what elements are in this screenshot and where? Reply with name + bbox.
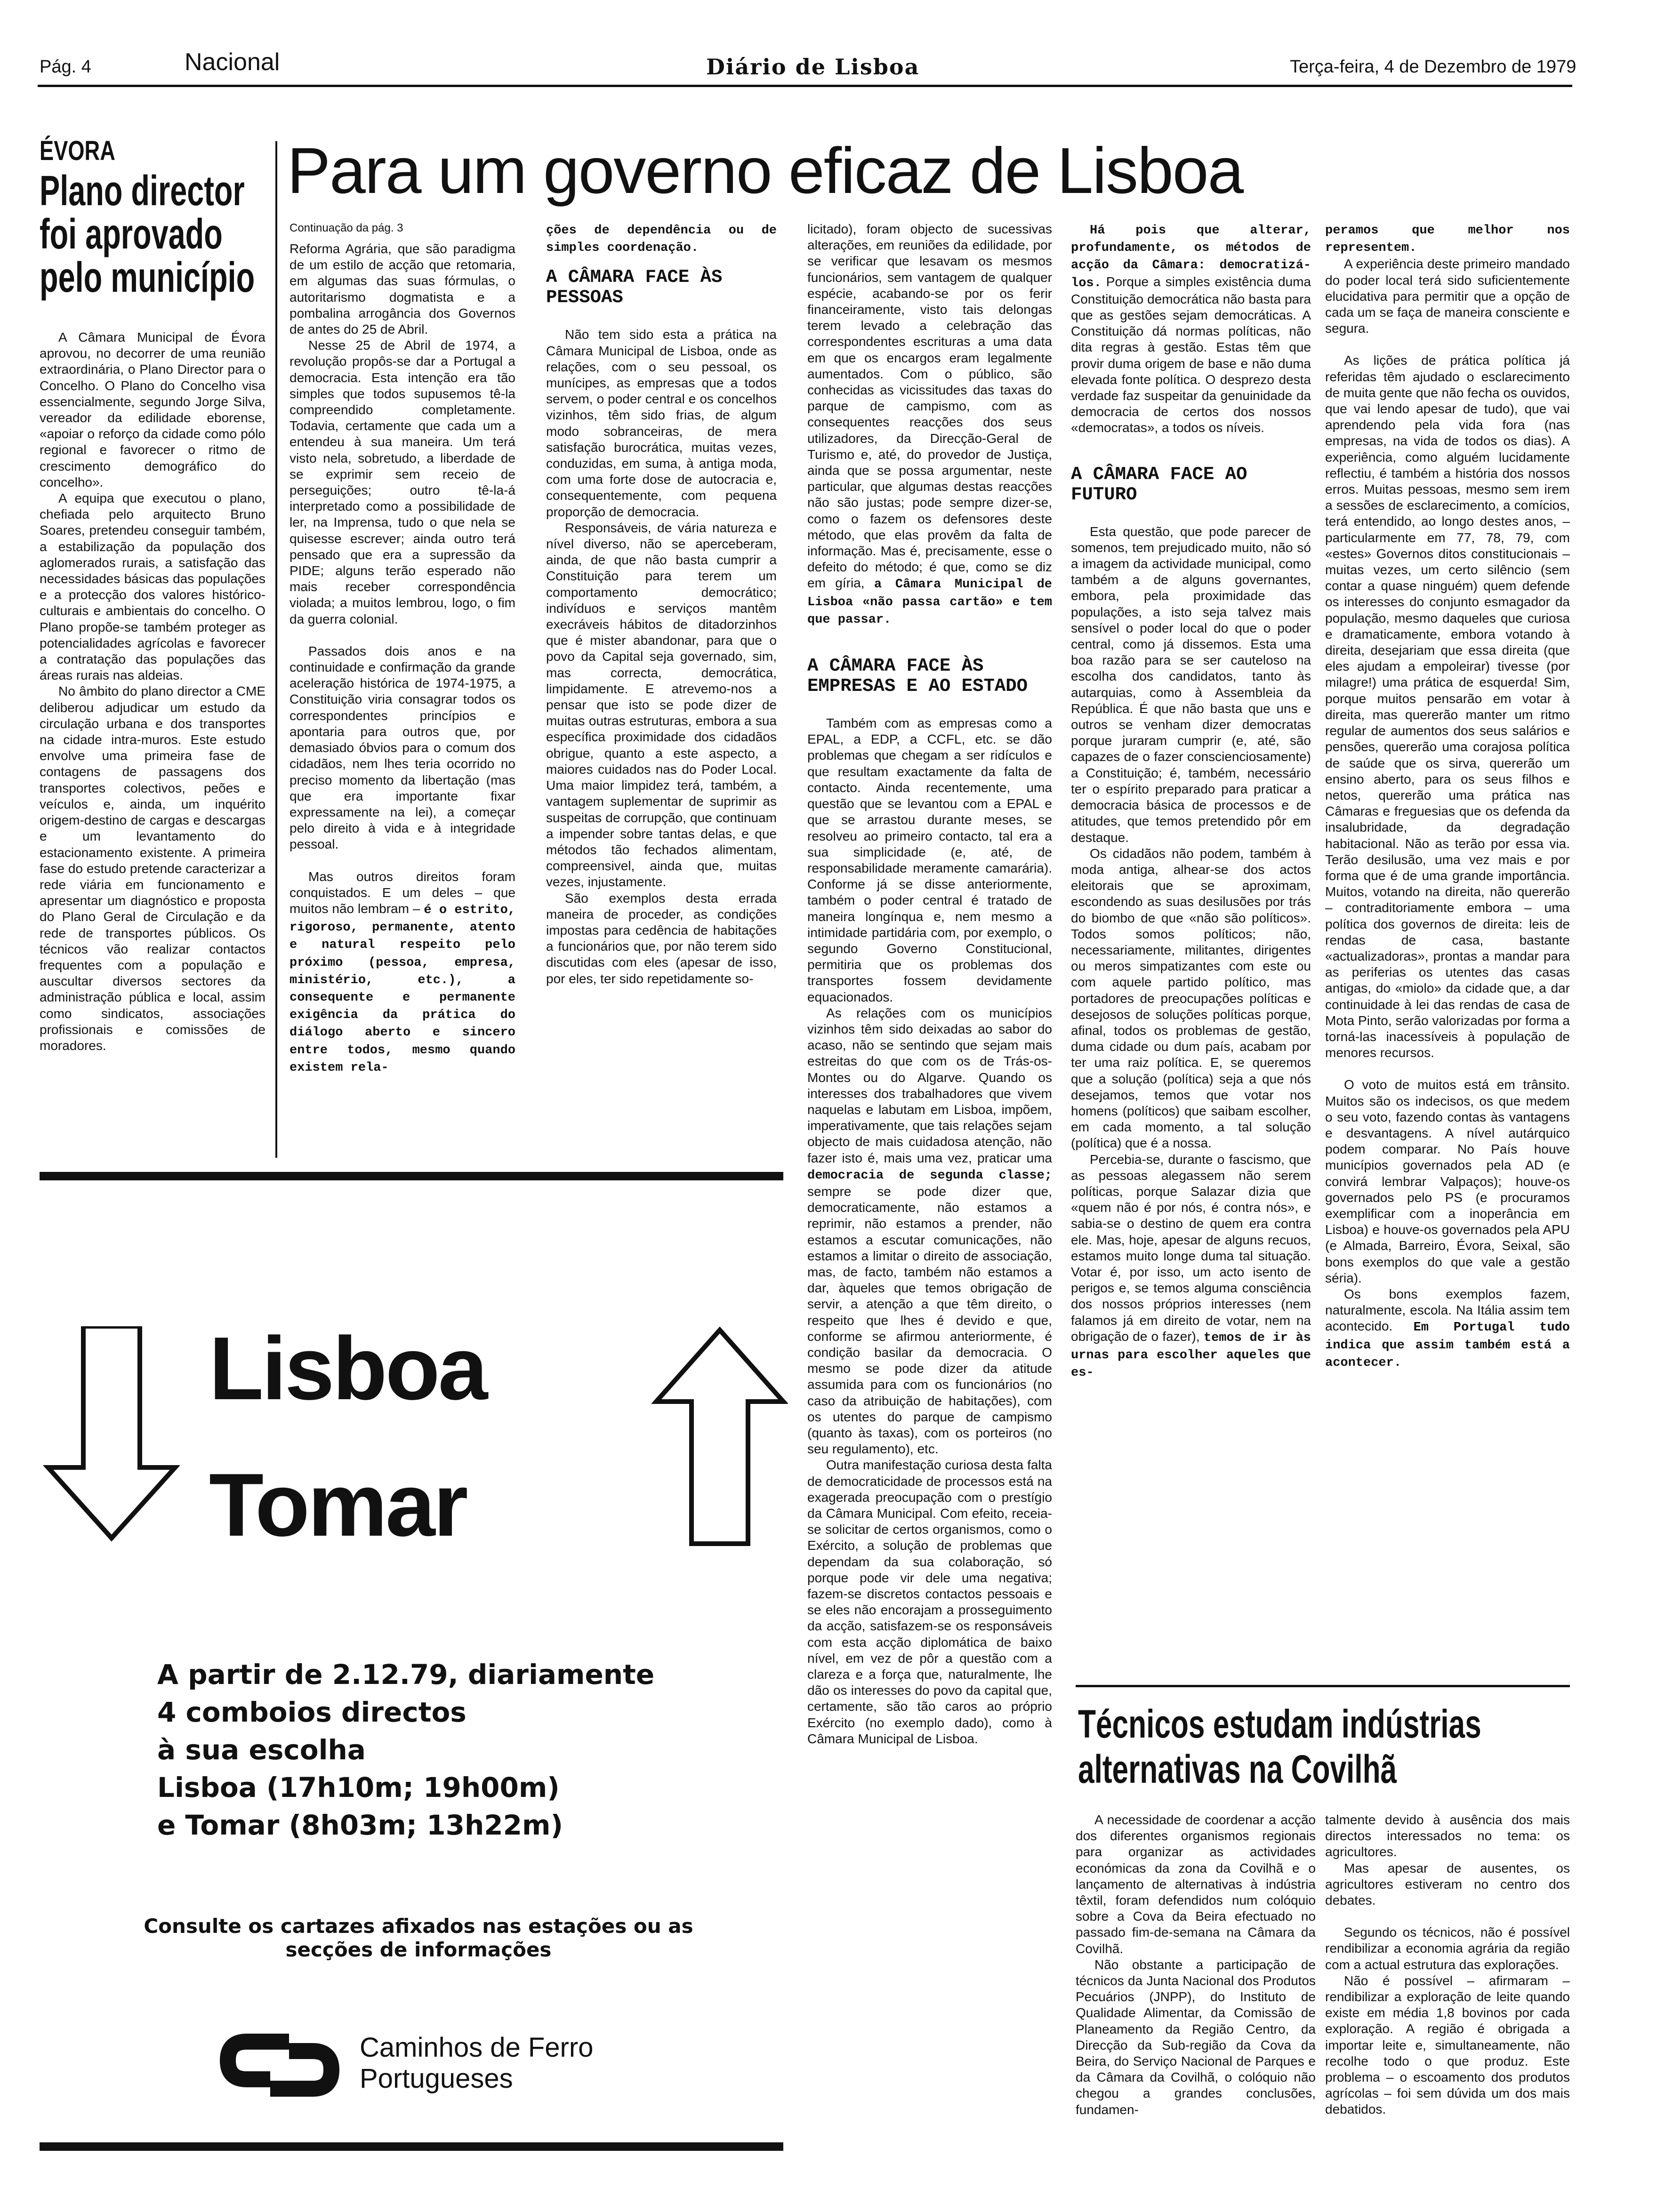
- lisboa-headline: Para um governo eficaz de Lisboa: [287, 135, 1243, 207]
- covilha-title-line: alternativas na Covilhã: [1078, 1747, 1397, 1791]
- lisboa-bold-text: Em Portugal tudo indica que assim também está a acontecer.: [1325, 1321, 1570, 1370]
- lisboa-text: licitado), foram objecto de sucessivas alterações, em reuniões da edilidade, por se verificar que lesavam os mesmos funcionários, sem vantagem de qualquer espécie, acabando-se por os ferir financeiramente, visto tais delongas terem levado a celebração das correspondentes escrituras a uma data em que os encargos eram legalmente aumentados. Com o público, são conhecidas as vicissitudes das taxas do parque de campismo, com as consequentes reacções dos seus utilizadores, da Direcção-Geral de Turismo e, até, do provedor de Justiça, ainda que se possa argumentar, neste particular, que algumas destas reacções não são justas; pode sempre dizer-se, como o fazem os defensores deste método, que elas provêm da falta de informação. Mas é, precisamente, esse o defeito do método; é que, como se diz em gíria,: [807, 222, 1052, 591]
- lisboa-paragraph: Responsáveis, de vária natureza e nível diverso, não se aperceberam, ainda, de que não basta cumprir a Constituição para terem um comportamento democrático; indivíduos e serviços mantêm execráveis hábitos de ditadorzinhos que é mister abandonar, para que o povo da Capital seja governado, sim, mas correcta, democrática, limpidamente. E atrevemo-nos a pensar que isto se pode dizer de muitas outras estruturas, embora a sua específica proximidade dos cidadãos obrigue, quanto a este aspecto, a maiores cuidados nas do Poder Local. Uma maior limpidez terá, também, a vantagem suplementar de suprimir as suspeitas de corrupção, que continuam a impender sobre tantas delas, e que métodos tão fechados alimentam, compreensivel, ainda que, muitas vezes, injustamente.: [546, 520, 777, 890]
- continuation-note: Continuação da pág. 3: [290, 222, 403, 234]
- cp-brand-line: Caminhos de Ferro: [360, 2032, 594, 2063]
- lisboa-bold-text: peramos que melhor nos representem.: [1325, 224, 1570, 256]
- evora-paragraph: No âmbito do plano director a CME deliberou adjudicar um estudo da circulação urbana e dos transportes na cidade intra-muros. Este estudo envolve uma primeira fase de contagens de passagens dos transportes colectivos, peões e veículos e, ainda, um inquérito origem-destino de cargas e descargas e um levantamento do estacionamento existente. A primeira fase do estudo pretende caracterizar a rede viária em funcionamento e apresentar um diagnóstico e proposta do Plano Geral de Circulação e da rede de transportes públicos. Os técnicos vão realizar contactos frequentes com a população e auscultar diversos sectores da administração pública e local, assim como sindicatos, associações profissionais e comissões de moradores.: [40, 684, 265, 1053]
- lisboa-paragraph: [1071, 221, 1311, 436]
- evora-kicker: ÉVORA: [40, 136, 115, 166]
- lisboa-bold-text: é o estrito, rigoroso, permanente, atento e natural respeito pelo próximo (pessoa, empresa, ministério, etc.), a consequente e permanente exigência da prática do diálogo aberto e sincero entre todos, mesmo quando existem rela-: [290, 903, 515, 1075]
- evora-title-line: Plano director: [40, 168, 245, 215]
- column-rule: [275, 141, 277, 1158]
- page-number: Pág. 4: [40, 57, 91, 77]
- lisboa-paragraph: Nesse 25 de Abril de 1974, a revolução propôs-se dar a Portugal a democracia. Esta intenção era tão simples que todos supusemos tê-la compreendido completamente. Todavia, certamente que cada um a entendeu à sua maneira. Um terá visto nela, sobretudo, a liberdade de se exprimir sem receio de perseguições; outro tê-la-á interpretado como a possibilidade de ler, na Imprensa, tudo o que nela se quisesse escrever; ainda outro terá pensado que era a supressão da PIDE; alguns terão esperado não mais receber correspondência violada; a muitos lembrou, logo, o fim da guerra colonial.: [290, 338, 515, 626]
- lisboa-paragraph: As lições de prática política já referidas têm ajudado o esclarecimento de muita gente que não fecha os ouvidos, que vai lendo apesar de tudo), que vai aprendendo pela vida fora (nas empresas, na vida de todos os dias). A experiência, como alguém lucidamente reflectiu, é também a história dos nossos erros. Muitas pessoas, mesmo sem irem a sessões de esclarecimento, a comícios, terá entendido, ao longo destes anos, – particularmente em 77, 78, 79, com «estes» Governos ditos constitucionais – muitas vezes, um certo silêncio (sem contar a quase ninguém) quem defende os interesses do conjunto esmagador da população, mesmo daqueles que curiosa e dramaticamente, embora votando à direita, desejariam que essa direita (que eles ajudam a empoleirar) tivesse (por milagre!) uma prática de esquerda! Sim, porque muitos pensarão em votar à direita, mas quererão manter um ritmo regular de aumentos dos seus salários e pensões, quererão uma corajosa política de saúde que os sirva, quererão um ensino aberto, para os seus filhos e netos, quererão uma prática nas Câmaras e freguesias que os defenda da insalubridade, da degradação habitacional. Não as terão por essa via. Terão desilusão, uma vez mais e por forma que é de uma grande importância. Muitos, votando na direita, não quererão – contraditoriamente embora – uma política dos governos de direita: leis de rendas de casa, bastante «actualizadoras», prontas a mandar para as periferias os utentes das casas antigas, do «miolo» da cidade que, a dar continuidade à lei das rendas de casa de Mota Pinto, serão valorizadas por forma a torná-las inacessíveis à população de menores recursos.: [1325, 353, 1570, 1060]
- evora-paragraph: A Câmara Municipal de Évora aprovou, no decorrer de uma reunião extraordinária, o Plano Director para o Concelho. O Plano do Concelho visa essencialmente, segundo Jorge Silva, vereador da edilidade eborense, «apoiar o reforço da cidade como pólo regional e favorecer o ritmo de crescimento demográfico do concelho».: [40, 330, 265, 489]
- evora-paragraph: A equipa que executou o plano, chefiada pelo arquitecto Bruno Soares, pretendeu conseguir também, a estabilização da população dos aglomerados rurais, a satisfação das necessidades básicas das populações e a protecção dos valores histórico-culturais e ambientais do concelho. O Plano propõe-se também proteger as potencialidades agrícolas e favorecer a contratação das populações das áreas rurais nas aldeias.: [40, 491, 265, 683]
- lisboa-col-3: [807, 221, 1052, 2132]
- evora-title-line: pelo município: [40, 254, 255, 301]
- evora-body: [40, 329, 265, 1162]
- lisboa-paragraph: Reforma Agrária, que são paradigma de um estilo de acção que retomaria, em algumas das suas fórmulas, o autoritarismo dogmatista e a pombalina arrogância dos Governos de antes do 25 de Abril.: [290, 241, 515, 337]
- ad-schedule: [157, 1656, 654, 1844]
- ad-city-lisboa: Lisboa: [209, 1319, 486, 1419]
- ad-schedule-line: e Tomar (8h03m; 13h22m): [157, 1809, 563, 1841]
- lisboa-bold-text: temos de ir às urnas para escolher aqueles que es-: [1071, 1330, 1311, 1380]
- lisboa-text: Mas outros direitos foram conquistados. E um deles – que muitos não lembram –: [290, 869, 515, 916]
- lisboa-col-5: [1325, 221, 1570, 1652]
- masthead: Diário de Lisboa: [706, 54, 920, 80]
- ad-schedule-line: 4 comboios directos: [157, 1696, 467, 1728]
- lisboa-bold-text: Há pois que alterar, profundamente, os métodos de acção da Câmara: democratizá-los.: [1071, 224, 1311, 290]
- lisboa-paragraph: [807, 221, 1052, 628]
- covilha-rule: [1076, 1685, 1570, 1687]
- lisboa-paragraph: [1325, 1286, 1570, 1371]
- ad-consult-note: Consulte os cartazes afixados nas estações ou as secções de informações: [144, 1915, 693, 1961]
- arrow-up-icon: [652, 1326, 788, 1547]
- lisboa-paragraph: Outra manifestação curiosa desta falta de democraticidade de processos está na exagerada preocupação com o prestígio da Câmara Municipal. Com efeito, receia-se solicitar de certos organismos, como o Exército, a solução de problemas que dependam da sua colaboração, só porque pode vir dele uma negativa; fazem-se discretos contactos pessoais e se eles não encorajam a prosseguimento da acção, satisfazem-se os responsáveis com esta acção diplomática de baixo nível, em vez de pôr a questão com a clareza e a força que, naturalmente, lhe dão os interesses do povo da capital que, certamente, são tão caros ao próprio Exército (no exemplo dado), como à Câmara Municipal de Lisboa.: [807, 1458, 1052, 1746]
- evora-title-line: foi aprovado: [40, 211, 223, 258]
- lisboa-paragraph: [290, 869, 515, 1076]
- ad-schedule-line: Lisboa (17h10m; 19h00m): [157, 1771, 560, 1803]
- subhead-pessoas: A CÂMARA FACE ÀS PESSOAS: [546, 267, 723, 308]
- header-rule: [38, 85, 1572, 87]
- section-name: Nacional: [185, 48, 280, 76]
- issue-date: Terça-feira, 4 de Dezembro de 1979: [1290, 57, 1577, 77]
- lisboa-paragraph: Também com as empresas como a EPAL, a EDP, a CCFL, etc. se dão problemas que chegam a ser ridículos e que resultam exactamente da falta de contacto. Ainda recentemente, uma questão que se levantou com a EPAL e que se arrastou durante meses, se resolveu ao primeiro contacto, tal era a sua simplicidade (e, até, de responsabilidade meramente camarária). Conforme já se disse anteriormente, também o poder central é tratado de maneira longínqua e, nem mesmo a intimidade partidária com, por exemplo, o segundo Governo Constitucional, permitiria que os problemas dos transportes fossem devidamente equacionados.: [807, 716, 1052, 1004]
- lisboa-paragraph: [1325, 221, 1570, 256]
- covilha-col-1: [1076, 1812, 1316, 2132]
- lisboa-text: Percebia-se, durante o fascismo, que as pessoas alegassem não serem políticas, porque Salazar dizia que «quem não é por nós, é contra nós», e sabia-se o destino de quem era contra ele. Mas, hoje, apesar de alguns recuos, estamos muito longe duma tal situação. Votar é, por isso, um acto isento de perigos e, se temos alguma consciência dos nossos próprios interesses (nem falamos já em direito de votar, nem na obrigação de o fazer),: [1071, 1152, 1311, 1344]
- covilha-paragraph: Mas apesar de ausentes, os agricultores estiveram no centro dos debates.: [1325, 1860, 1570, 1908]
- lisboa-paragraph: [1071, 1152, 1311, 1381]
- lisboa-paragraph: São exemplos desta errada maneira de proceder, as condições impostas para cedência de habitações a funcionários que, por não terem sido discutidas com eles (apesar de isso, por eles, ter sido repetidamente so-: [546, 890, 777, 986]
- ad-schedule-line: A partir de 2.12.79, diariamente: [157, 1659, 655, 1691]
- lisboa-paragraph: [807, 1005, 1052, 1458]
- covilha-paragraph: Não obstante a participação de técnicos da Junta Nacional dos Produtos Pecuários (JNPP), do Instituto de Qualidade Alimentar, da Comissão de Planeamento da Região Centro, da Direcção da Sub-região da Cova da Beira, do Serviço Nacional de Parques e da Câmara da Covilhã, o colóquio não chegou a grandes conclusões, fundamen-: [1076, 1957, 1316, 2117]
- train-advertisement: [40, 1172, 783, 2151]
- covilha-paragraph: Segundo os técnicos, não é possível rendibilizar a economia agrária da região com a actual estrutura das explorações.: [1325, 1925, 1570, 1972]
- cp-brand: [360, 2032, 593, 2094]
- lisboa-col-1: [290, 221, 515, 1158]
- covilha-title: [1078, 1701, 1568, 1792]
- covilha-col-2: [1325, 1812, 1570, 2132]
- ad-city-tomar: Tomar: [209, 1455, 467, 1555]
- lisboa-paragraph: Os cidadãos não podem, também à moda antiga, alhear-se dos actos eleitorais que se aproximam, escondendo as suas desilusões por trás do biombo de que «não são políticos». Todos somos políticos; não, necessariamente, militantes, dirigentes ou meros simpatizantes com este ou com aquele partido político, mas portadores de preocupações políticas e desejosos de soluções políticas porque, afinal, todos os problemas de gestão, duma cidade ou dum país, acabam por ter uma raiz política. E, se queremos que a solução (política) seja a que nós desejamos, temos que votar nos homens (políticos) que saibam escolher, em cada momento, a tal solução (política) que é a nossa.: [1071, 846, 1311, 1151]
- covilha-paragraph: Não é possível – afirmaram – rendibilizar a exploração de leite quando existe em média 1,8 bovinos por cada exploração. A região é obrigada a importar leite e, simultaneamente, não recolhe todo o que produz. Este problema – o escoamento dos produtos agrícolas – foi sem dúvida um dos mais debatidos.: [1325, 1973, 1570, 2117]
- cp-brand-line: Portugueses: [360, 2063, 513, 2094]
- subhead-empresas: A CÂMARA FACE ÀS EMPRESAS E AO ESTADO: [807, 656, 1028, 697]
- lisboa-text: Porque a simples existência duma Constituição democrática não basta para que as gestões sejam democráticas. A Constituição dá normas políticas, não dita regras à gestão. Estas têm que provir duma origem de base e não duma elevada fonte política. O desprezo desta verdade faz suspeitar da genuinidade da democracia de certos dos nossos «democratas», a todos os níveis.: [1071, 274, 1311, 435]
- lisboa-paragraph: Esta questão, que pode parecer de somenos, tem prejudicado muito, não só a imagem da actividade municipal, como também a de alguns governantes, embora, pela proximidade das populações, a isto seja talvez mais sensível o poder local do que o poder central, como já dissemos. Esta uma boa razão para se ser cauteloso na escolha dos candidatos, tanto às autarquias, como à Assembleia da República. É que não basta que uns e outros se venham dizer democratas porque juraram cumprir (e, até, são capazes de o fazer conscienciosamente) a Constituição; é, também, necessário ter o espírito preparado para praticar a democracia básica de processos e de atitudes, que temos pretendido pôr em destaque.: [1071, 524, 1311, 845]
- lisboa-paragraph: [546, 221, 777, 256]
- ad-schedule-line: à sua escolha: [157, 1734, 366, 1766]
- covilha-paragraph: A necessidade de coordenar a acção dos diferentes organismos regionais para organizar as actividades económicas da zona da Covilhã e o lançamento de alternativas à indústria têxtil, foram defendidos num colóquio sobre a Cova da Beira efectuado no passado fim-de-semana na Câmara da Covilhã.: [1076, 1812, 1316, 1956]
- lisboa-paragraph: Passados dois anos e na continuidade e confirmação da grande aceleração histórica de 1974-1975, a Constituição viria consagrar todos os correspondentes princípios e apontaria para outros que, por demasiado óbvios para o comum dos cidadãos, nem lhes teria ocorrido no preciso momento da libertação (mas que era importante fixar expressamente na lei), a começar pelo direito à vida e à integridade pessoal.: [290, 643, 515, 852]
- lisboa-paragraph: Não tem sido esta a prática na Câmara Municipal de Lisboa, onde as relações, com o seu pessoal, os munícipes, as empresas que a todos servem, o poder central e os concelhos vizinhos, têm sido frias, de algum modo sobranceiras, de mera satisfação burocrática, muitas vezes, conduzidas, em suma, à antiga moda, com uma forte dose de autocracia e, consequentemente, com pequena proporção de democracia.: [546, 327, 777, 519]
- lisboa-text: As relações com os municípios vizinhos têm sido deixadas ao sabor do acaso, não se sentindo que sejam mais estreitas do que com os de Trás-os-Montes ou do Algarve. Quando os interesses dos trabalhadores que vivem naquelas e labutam em Lisboa, impõem, imperativamente, que tais relações sejam objecto de mais cuidadosa atenção, não fazer isto é, mais uma vez, praticar uma: [807, 1005, 1052, 1165]
- lisboa-paragraph: O voto de muitos está em trânsito. Muitos são os indecisos, os que medem o seu voto, fazendo contas às vantagens e desvantagens. A nível autárquico podem comparar. No País houve municípios governados pela AD (e convirá lembrar Valpaços); houve-os governados pelo PS (e procuramos exemplificar com a inoperância em Lisboa) e houve-os governados pela APU (e Almada, Barreiro, Évora, Seixal, são bons exemplos do que vale a gestão séria).: [1325, 1077, 1570, 1285]
- covilha-paragraph: talmente devido à ausência dos mais directos interessados no tema: os agricultores.: [1325, 1812, 1570, 1859]
- lisboa-bold-text: ções de dependência ou de simples coordenação.: [546, 224, 777, 256]
- cp-logo-icon: [218, 2032, 341, 2098]
- lisboa-text: sempre se pode dizer que, democraticamente, não estamos a reprimir, não estamos a prender, não estamos a escutar comunicações, não estamos a limitar o direito de associação, mas, de facto, também não estamos a dar, àqueles que temos obrigação de servir, a atenção a que têm direito, o respeito que lhes é devido e que, conforme se afirmou anteriormente, é condição basilar da democracia. O mesmo se pode dizer da atitude assumida para com os funcionários (no caso da atribuição de habitações), com os utentes do parque de campismo (quanto às taxas), com os porteiros (no seu regulamento), etc.: [807, 1184, 1052, 1457]
- lisboa-bold-text: a Câmara Municipal de Lisboa «não passa cartão» e tem que passar.: [807, 577, 1052, 627]
- subhead-futuro: A CÂMARA FACE AO FUTURO: [1071, 464, 1247, 505]
- evora-title: [40, 169, 275, 299]
- lisboa-bold-text: democracia de segunda classe;: [807, 1168, 1052, 1183]
- covilha-title-line: Técnicos estudam indústrias: [1078, 1702, 1481, 1746]
- lisboa-paragraph: A experiência deste primeiro mandado do poder local terá sido suficientemente elucidativa para permitir que a opção de cada um se faça de maneira consciente e segura.: [1325, 256, 1570, 336]
- lisboa-col-2: [546, 221, 777, 1158]
- lisboa-text: Os bons exemplos fazem, naturalmente, escola. Na Itália assim tem acontecido.: [1325, 1287, 1570, 1334]
- arrow-down-icon: [43, 1326, 180, 1543]
